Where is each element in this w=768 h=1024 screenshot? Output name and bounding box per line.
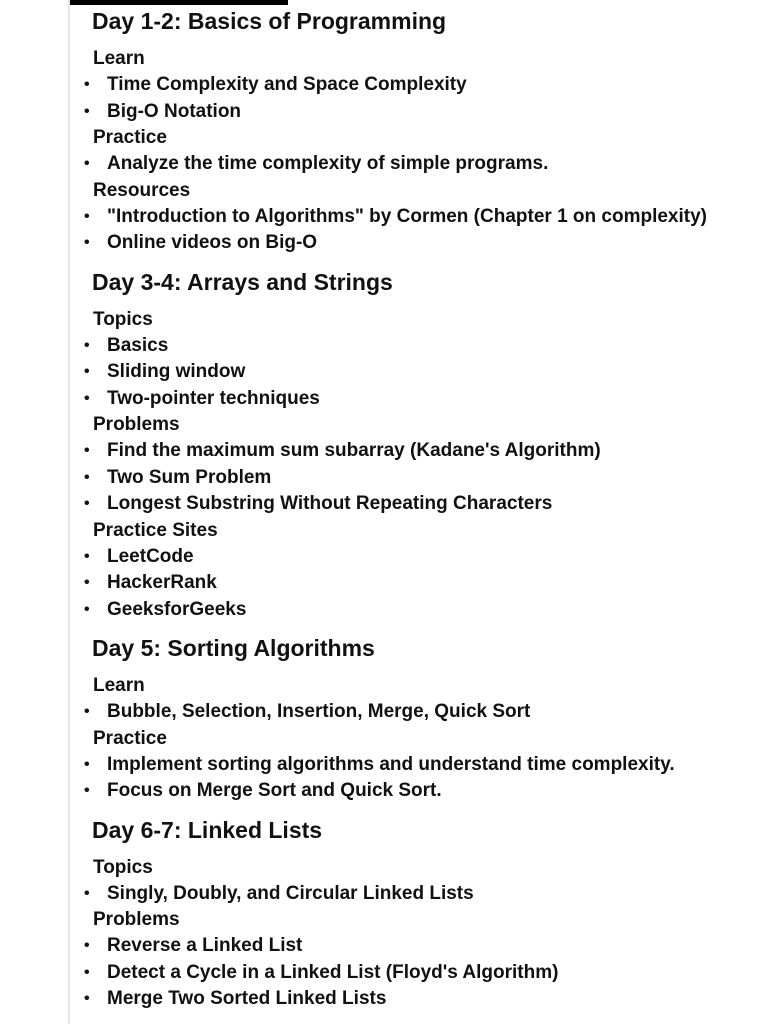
list-item bbox=[80, 465, 760, 492]
list-item-text: HackerRank bbox=[107, 572, 217, 593]
list-item bbox=[80, 881, 760, 908]
list-item-text: Two-pointer techniques bbox=[107, 387, 320, 409]
bullet: • bbox=[84, 468, 90, 486]
list-item-text: Analyze the time complexity of simple programs. bbox=[107, 153, 549, 174]
bullet: • bbox=[84, 102, 90, 120]
item-list bbox=[80, 544, 760, 624]
bullet: • bbox=[84, 990, 90, 1007]
bullet: • bbox=[84, 937, 90, 954]
list-item bbox=[80, 752, 760, 779]
list-item bbox=[80, 359, 760, 386]
section-day-3-4 bbox=[80, 267, 760, 624]
list-item-text: Implement sorting algorithms and understand time complexity. bbox=[107, 753, 675, 775]
list-item-text: GeeksforGeeks bbox=[107, 598, 247, 620]
study-plan-document bbox=[80, 6, 760, 1013]
group-label: Resources bbox=[93, 179, 191, 201]
bullet: • bbox=[84, 600, 90, 618]
list-item bbox=[80, 986, 760, 1013]
item-list bbox=[80, 752, 760, 805]
section-title: Day 1-2: Basics of Programming bbox=[92, 8, 447, 34]
section-day-5 bbox=[80, 633, 760, 805]
item-list bbox=[80, 881, 760, 908]
group-label: Topics bbox=[93, 856, 153, 878]
list-item-text: Big-O Notation bbox=[107, 100, 242, 122]
list-item-text: Bubble, Selection, Insertion, Merge, Quick Sort bbox=[107, 701, 531, 722]
section-title: Day 5: Sorting Algorithms bbox=[92, 635, 375, 661]
section-title: Day 6-7: Linked Lists bbox=[92, 816, 323, 843]
list-item bbox=[80, 491, 760, 518]
bullet: • bbox=[84, 755, 90, 773]
section-title: Day 3-4: Arrays and Strings bbox=[92, 268, 393, 295]
group-label: Practice Sites bbox=[93, 519, 218, 541]
bullet: • bbox=[84, 336, 90, 354]
bullet: • bbox=[84, 155, 90, 172]
list-item-text: Sliding window bbox=[107, 361, 246, 382]
list-item bbox=[80, 570, 760, 597]
list-item bbox=[80, 699, 760, 726]
bullet: • bbox=[84, 574, 90, 591]
section-day-1-2 bbox=[80, 6, 760, 257]
group-label: Problems bbox=[93, 909, 180, 930]
bullet: • bbox=[84, 389, 90, 407]
list-item-text: LeetCode bbox=[107, 545, 194, 567]
bullet: • bbox=[84, 363, 90, 380]
bullet: • bbox=[84, 884, 90, 902]
item-list bbox=[80, 333, 760, 413]
list-item bbox=[80, 333, 760, 360]
list-item-text: Basics bbox=[107, 334, 169, 356]
list-item-text: Focus on Merge Sort and Quick Sort. bbox=[107, 780, 442, 801]
list-item bbox=[80, 933, 760, 960]
list-item bbox=[80, 204, 760, 231]
list-item-text: Longest Substring Without Repeating Characters bbox=[107, 493, 553, 514]
item-list bbox=[80, 699, 760, 726]
list-item-text: Detect a Cycle in a Linked List (Floyd's Algorithm) bbox=[107, 961, 559, 983]
left-margin-rule bbox=[68, 0, 70, 1024]
item-list bbox=[80, 151, 760, 178]
list-item bbox=[80, 99, 760, 126]
group-label: Topics bbox=[93, 308, 153, 330]
group-label: Learn bbox=[93, 675, 145, 696]
item-list bbox=[80, 72, 760, 125]
item-list bbox=[80, 438, 760, 518]
item-list bbox=[80, 933, 760, 1013]
list-item bbox=[80, 960, 760, 987]
list-item-text: Reverse a Linked List bbox=[107, 935, 303, 956]
list-item bbox=[80, 72, 760, 99]
list-item-text: Singly, Doubly, and Circular Linked Lists bbox=[107, 882, 474, 904]
list-item bbox=[80, 438, 760, 465]
bullet: • bbox=[84, 547, 90, 565]
bullet: • bbox=[84, 442, 90, 459]
list-item bbox=[80, 544, 760, 571]
group-label: Problems bbox=[93, 414, 180, 435]
group-label: Learn bbox=[93, 48, 145, 69]
item-list bbox=[80, 204, 760, 257]
top-edge-bar bbox=[68, 0, 288, 5]
list-item-text: Time Complexity and Space Complexity bbox=[107, 74, 467, 95]
list-item-text: Merge Two Sorted Linked Lists bbox=[107, 988, 387, 1009]
list-item bbox=[80, 386, 760, 413]
list-item bbox=[80, 230, 760, 257]
list-item bbox=[80, 778, 760, 805]
section-day-6-7 bbox=[80, 815, 760, 1013]
bullet: • bbox=[84, 782, 90, 799]
group-label: Practice bbox=[93, 727, 167, 749]
list-item bbox=[80, 597, 760, 624]
bullet: • bbox=[84, 963, 90, 981]
list-item-text: Two Sum Problem bbox=[107, 466, 272, 488]
list-item bbox=[80, 151, 760, 178]
bullet: • bbox=[84, 703, 90, 720]
bullet: • bbox=[84, 76, 90, 93]
list-item-text: Find the maximum sum subarray (Kadane's Algorithm) bbox=[107, 440, 601, 461]
bullet: • bbox=[84, 234, 90, 251]
bullet: • bbox=[84, 207, 90, 225]
bullet: • bbox=[84, 495, 90, 512]
group-label: Practice bbox=[93, 127, 167, 148]
list-item-text: Online videos on Big-O bbox=[107, 232, 318, 253]
list-item-text: "Introduction to Algorithms" by Cormen (Chapter 1 on complexity) bbox=[107, 205, 708, 227]
